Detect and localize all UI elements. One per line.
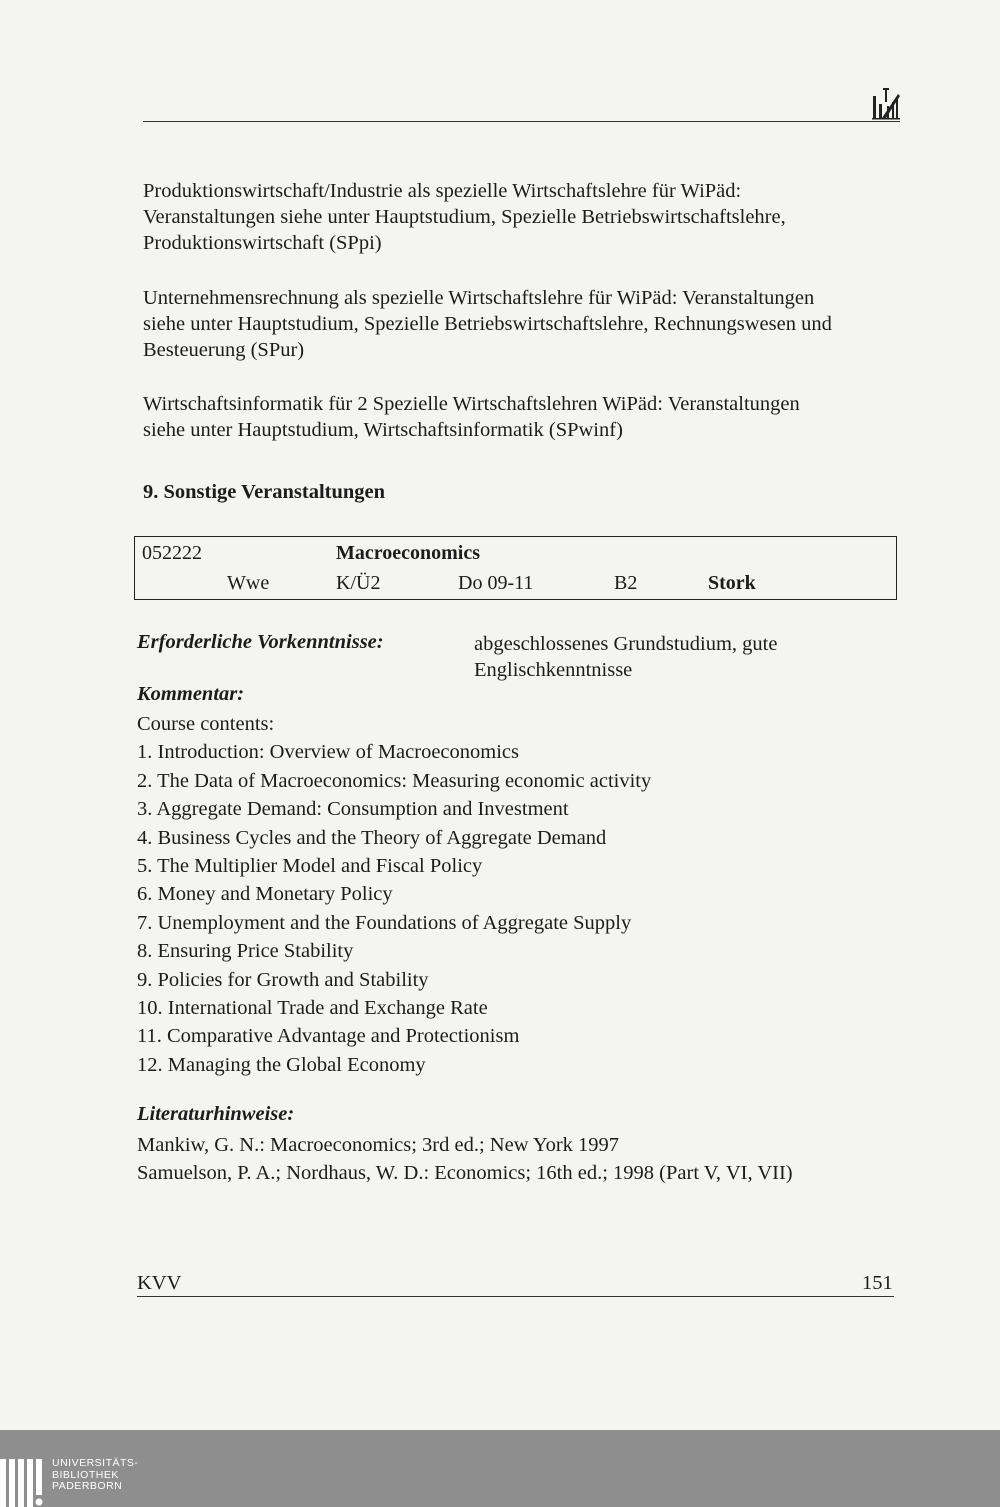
section-heading: 9. Sonstige Veranstaltungen [143, 481, 386, 503]
list-item: 3. Aggregate Demand: Consumption and Investment [137, 798, 569, 821]
paragraph-line: siehe unter Hauptstudium, Wirtschaftsinformatik (SPwinf) [143, 419, 623, 441]
paragraph-line: Wirtschaftsinformatik für 2 Spezielle Wirtschaftslehren WiPäd: Veranstaltungen [143, 393, 800, 415]
library-name-line: UNIVERSITÄTS- [52, 1457, 139, 1469]
list-item: 5. The Multiplier Model and Fiscal Policy [137, 855, 483, 878]
paragraph-accounting [143, 285, 903, 363]
prerequisites-value [474, 631, 854, 683]
literature-item: Samuelson, P. A.; Nordhaus, W. D.: Economics; 16th ed.; 1998 (Part V, VI, VII) [137, 1162, 793, 1184]
course-kind: K/Ü2 [336, 572, 381, 594]
course-contents-list [137, 710, 651, 1079]
literature-list [137, 1131, 793, 1187]
list-item: 8. Ensuring Price Stability [137, 940, 354, 963]
course-time: Do 09-11 [458, 572, 534, 594]
library-name-line: PADERBORN [52, 1480, 123, 1492]
course-type: Wwe [227, 572, 270, 594]
prerequisites-line: abgeschlossenes Grundstudium, gute [474, 633, 778, 655]
course-lecturer: Stork [708, 572, 756, 594]
paragraph-line: siehe unter Hauptstudium, Spezielle Betriebswirtschaftslehre, Rechnungswesen und [143, 313, 832, 335]
footer-rule [137, 1296, 894, 1297]
list-item: 2. The Data of Macroeconomics: Measuring economic activity [137, 769, 652, 792]
university-logo-icon [871, 84, 901, 120]
list-item: 4. Business Cycles and the Theory of Aggregate Demand [137, 826, 607, 849]
library-name [52, 1458, 138, 1493]
paragraph-line: Produktionswirtschaft/Industrie als spezielle Wirtschaftslehre für WiPäd: [143, 180, 742, 202]
library-name-line: BIBLIOTHEK [52, 1468, 119, 1481]
page-number: 151 [862, 1272, 893, 1294]
library-logo-icon [0, 1459, 46, 1507]
paragraph-production [143, 178, 903, 256]
course-room: B2 [614, 572, 638, 594]
header-rule [143, 121, 900, 122]
prerequisites-label: Erforderliche Vorkenntnisse: [137, 631, 384, 653]
list-item: 10. International Trade and Exchange Rate [137, 997, 488, 1020]
course-number: 052222 [142, 542, 202, 564]
paragraph-line: Unternehmensrechnung als spezielle Wirtschaftslehre für WiPäd: Veranstaltungen [143, 287, 815, 309]
course-info-box [134, 536, 897, 600]
list-item: 11. Comparative Advantage and Protectionism [137, 1025, 520, 1048]
literature-item: Mankiw, G. N.: Macroeconomics; 3rd ed.; New York 1997 [137, 1134, 620, 1156]
literature-label: Literaturhinweise: [137, 1103, 295, 1125]
list-item: 12. Managing the Global Economy [137, 1053, 426, 1076]
paragraph-line: Produktionswirtschaft (SPpi) [143, 232, 382, 254]
list-item: 6. Money and Monetary Policy [137, 883, 393, 906]
paragraph-informatics [143, 391, 903, 443]
prerequisites-line: Englischkenntnisse [474, 659, 633, 681]
footer-label: KVV [137, 1272, 182, 1294]
list-item: Course contents: [137, 713, 275, 735]
paragraph-line: Veranstaltungen siehe unter Hauptstudium, Spezielle Betriebswirtschaftslehre, [143, 206, 786, 228]
list-item: 9. Policies for Growth and Stability [137, 968, 429, 991]
comment-label: Kommentar: [137, 683, 245, 705]
list-item: 1. Introduction: Overview of Macroeconomics [137, 741, 519, 764]
library-band [0, 1430, 1000, 1507]
paragraph-line: Besteuerung (SPur) [143, 339, 305, 361]
list-item: 7. Unemployment and the Foundations of Aggregate Supply [137, 911, 632, 934]
course-title: Macroeconomics [336, 542, 481, 564]
